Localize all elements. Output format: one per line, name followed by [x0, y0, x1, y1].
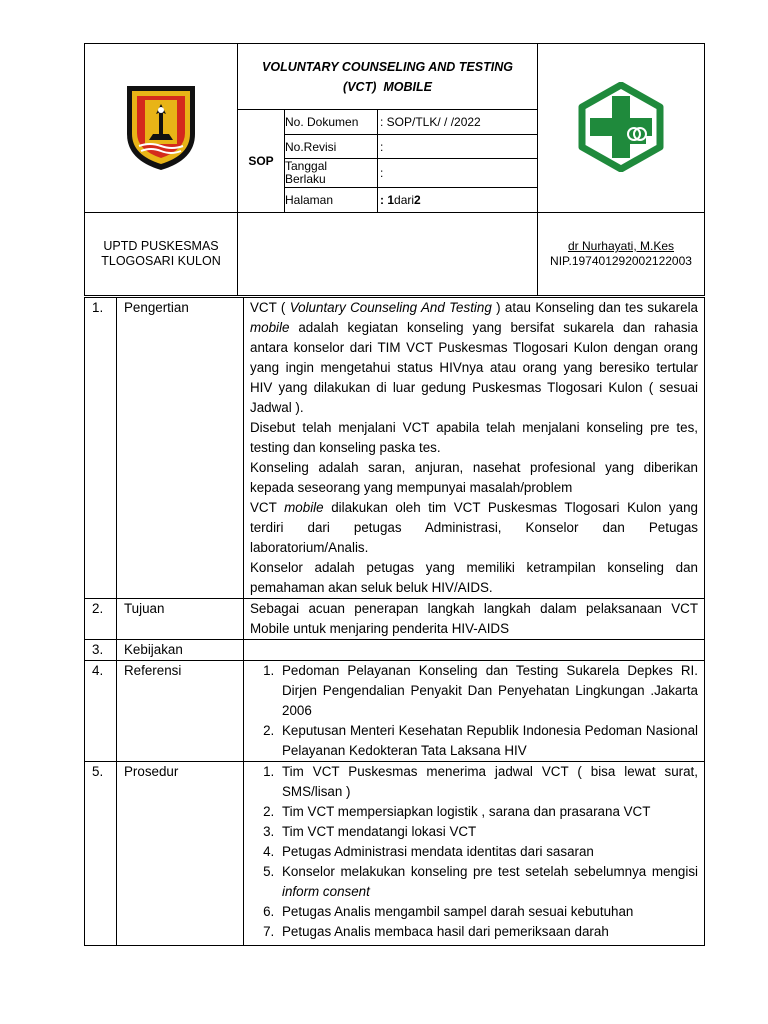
section-content	[244, 762, 705, 946]
text-italic: inform consent	[282, 884, 370, 899]
meta-label-dokumen: No. Dokumen	[285, 110, 378, 135]
text-italic: Voluntary Counseling And Testing	[289, 300, 492, 315]
row-number: 4.	[85, 661, 117, 762]
meta-value-tanggal: :	[378, 159, 538, 188]
paragraph: Disebut telah menjalani VCT apabila telah menjalani konseling pre tes, testing dan konseling paska tes.	[250, 420, 698, 455]
title-line-1: VOLUNTARY COUNSELING AND TESTING	[262, 59, 513, 74]
section-content	[244, 661, 705, 762]
list-item: 1. Pedoman Pelayanan Konseling dan Testing Sukarela Depkes RI. Dirjen Pengendalian Penyakit Dan Penyehatan Lingkungan .Jakarta 2006	[278, 661, 698, 721]
list-item: 6. Petugas Analis mengambil sampel darah sesuai kebutuhan	[278, 902, 698, 922]
row-number: 2.	[85, 599, 117, 640]
city-emblem-icon	[123, 82, 199, 172]
row-tujuan	[85, 599, 705, 640]
paragraph: Konseling adalah saran, anjuran, nasehat profesional yang diberikan kepada seseorang yang mempunyai masalah/problem	[250, 460, 698, 495]
section-title: Kebijakan	[117, 640, 244, 661]
halaman-of: dari	[394, 193, 415, 207]
puskesmas-logo-cell	[538, 44, 705, 213]
text: dilakukan oleh tim VCT Puskesmas Tlogosari Kulon yang terdiri dari petugas Administrasi, Konselor dan Petugas laboratorium/Analis.	[250, 500, 698, 555]
blank-cell	[238, 213, 538, 296]
meta-value-dokumen: : SOP/TLK/ / /2022	[378, 110, 538, 135]
section-content	[244, 298, 705, 599]
sop-label: SOP	[238, 110, 285, 213]
row-kebijakan	[85, 640, 705, 661]
text: adalah kegiatan konseling yang bersifat sukarela dan rahasia antara konselor dari TIM VCT Puskesmas Tlogosari Kulon dengan orang yang ingin mengetahui status HIVnya atau orang yang beresiko tertular HIV yang dilakukan di luar gedung Puskesmas Tlogosari Kulon ( sesuai Jadwal ).	[250, 320, 698, 415]
section-title: Prosedur	[117, 762, 244, 946]
org-line-2: TLOGOSARI KULON	[101, 254, 221, 268]
meta-label-halaman: Halaman	[285, 188, 378, 213]
halaman-colon: :	[380, 193, 388, 207]
procedure-list	[250, 762, 698, 942]
section-title: Tujuan	[117, 599, 244, 640]
meta-value-revisi: :	[378, 135, 538, 159]
list-item: 2. Keputusan Menteri Kesehatan Republik Indonesia Pedoman Nasional Pelayanan Kedokteran Tata Laksana HIV	[278, 721, 698, 761]
halaman-total: 2	[414, 193, 421, 207]
row-referensi	[85, 661, 705, 762]
section-content: Sebagai acuan penerapan langkah langkah dalam pelaksanaan VCT Mobile untuk menjaring penderita HIV-AIDS	[244, 599, 705, 640]
list-item: 4. Petugas Administrasi mendata identitas dari sasaran	[278, 842, 698, 862]
meta-label-revisi: No.Revisi	[285, 135, 378, 159]
row-pengertian	[85, 298, 705, 599]
meta-label-tanggal-text: Tanggal Berlaku	[285, 159, 328, 186]
row-number: 5.	[85, 762, 117, 946]
text: ) atau Konseling dan tes sukarela	[491, 300, 698, 315]
text-italic: mobile	[250, 320, 290, 335]
meta-label-tanggal	[285, 159, 378, 188]
paragraph: Konselor adalah petugas yang memiliki ketrampilan konseling dan pemahaman akan seluk beluk HIV/AIDS.	[250, 560, 698, 595]
title-vct: (VCT)	[343, 79, 377, 94]
organization-name	[85, 213, 238, 296]
section-title: Pengertian	[117, 298, 244, 599]
text: VCT	[250, 500, 285, 515]
halaman-page: 1	[387, 193, 395, 207]
reference-list	[250, 661, 698, 761]
title-mobile: MOBILE	[383, 79, 432, 94]
paragraph	[250, 298, 698, 418]
row-number: 3.	[85, 640, 117, 661]
list-item: 3. Tim VCT mendatangi lokasi VCT	[278, 822, 698, 842]
text-italic: mobile	[284, 500, 324, 515]
paragraph	[250, 498, 698, 558]
section-title: Referensi	[117, 661, 244, 762]
text: Konselor melakukan konseling pre test setelah sebelumnya mengisi	[282, 864, 698, 879]
document-header	[84, 43, 705, 296]
puskesmas-logo-icon	[576, 82, 666, 172]
row-prosedur	[85, 762, 705, 946]
signer-nip: NIP.197401292002122003	[550, 254, 692, 268]
logo-cell	[85, 44, 238, 213]
sop-content-table	[84, 297, 705, 946]
list-item	[278, 862, 698, 902]
list-item: 1. Tim VCT Puskesmas menerima jadwal VCT ( bisa lewat surat, SMS/lisan )	[278, 762, 698, 802]
list-item: 7. Petugas Analis membaca hasil dari pemeriksaan darah	[278, 922, 698, 942]
row-number: 1.	[85, 298, 117, 599]
text: VCT (	[250, 300, 290, 315]
list-item: 2. Tim VCT mempersiapkan logistik , sarana dan prasarana VCT	[278, 802, 698, 822]
document-title	[238, 44, 538, 110]
org-line-1: UPTD PUSKESMAS	[103, 239, 219, 253]
meta-value-halaman	[378, 188, 538, 213]
signer-name: dr Nurhayati, M.Kes	[567, 239, 675, 253]
signer	[538, 213, 705, 296]
section-content	[244, 640, 705, 661]
title-line-2	[238, 77, 537, 97]
